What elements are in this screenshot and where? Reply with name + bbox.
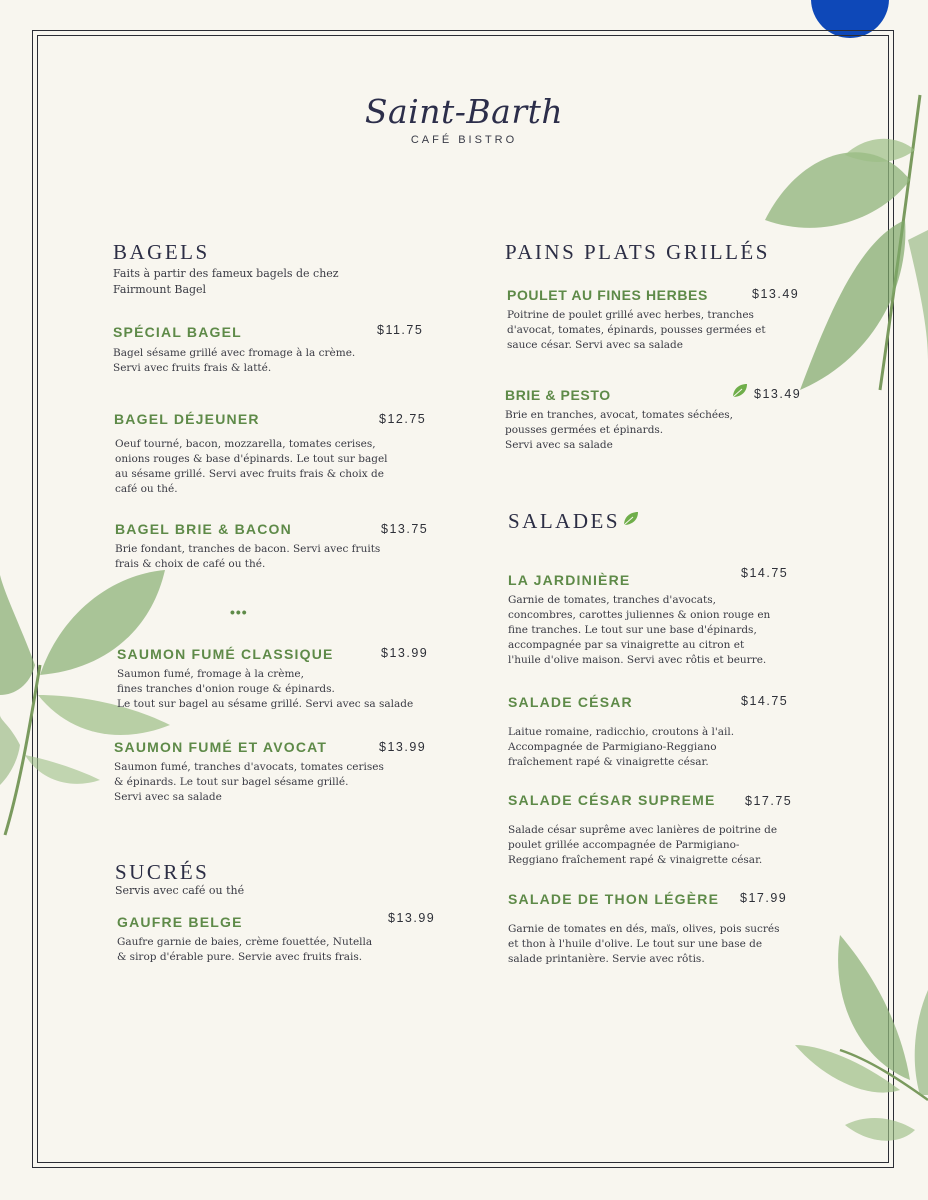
menu-item-description: Saumon fumé, fromage à la crème, fines tranches d'onion rouge & épinards. Le tout sur bagel au sésame grillé. Servi avec sa salade bbox=[117, 668, 414, 710]
menu-item-description: Poitrine de poulet grillé avec herbes, tranches d'avocat, tomates, épinards, pousses germées et sauce césar. Servi avec sa salade bbox=[507, 309, 766, 351]
section-title-bagels: BAGELS bbox=[113, 240, 210, 264]
menu-item-description: Brie en tranches, avocat, tomates séchées, pousses germées et épinards. Servi avec sa salade bbox=[505, 409, 734, 451]
section-title-sucres: SUCRÉS bbox=[115, 860, 210, 884]
menu-item-name: SPÉCIAL BAGEL bbox=[113, 324, 242, 340]
menu-item-name: BAGEL BRIE & BACON bbox=[115, 521, 292, 537]
menu-item-name: SAUMON FUMÉ ET AVOCAT bbox=[114, 739, 328, 755]
menu-item-price: $17.75 bbox=[745, 794, 793, 808]
menu-item-description: Salade césar suprême avec lanières de poitrine de poulet grillée accompagnée de Parmigiano- Reggiano fraîchement rapé & vinaigrette césar. bbox=[508, 824, 778, 866]
menu-item-name: BRIE & PESTO bbox=[505, 387, 611, 403]
menu-item-name: POULET AU FINES HERBES bbox=[507, 287, 708, 303]
menu-item-description: Oeuf tourné, bacon, mozzarella, tomates cerises, onions rouges & base d'épinards. Le tout sur bagel au sésame grillé. Servi avec fruits frais & choix de café ou thé. bbox=[115, 438, 388, 495]
menu-item-name: SAUMON FUMÉ CLASSIQUE bbox=[117, 646, 334, 662]
menu-item-price: $13.99 bbox=[381, 646, 429, 660]
menu-item-price: $11.75 bbox=[377, 323, 424, 337]
section-title-salades: SALADES bbox=[508, 509, 621, 533]
section-subtitle-sucres: Servis avec café ou thé bbox=[115, 884, 245, 897]
leaf-icon bbox=[731, 383, 748, 399]
leaf-branch-bottom-right-icon bbox=[790, 930, 928, 1160]
menu-item-description: Laitue romaine, radicchio, croutons à l'ail. Accompagnée de Parmigiano-Reggiano fraîchement rapé & vinaigrette césar. bbox=[508, 726, 735, 768]
leaf-icon bbox=[622, 511, 639, 527]
menu-item-description: Garnie de tomates, tranches d'avocats, concombres, carottes juliennes & onion rouge en fine tranches. Le tout sur une base d'épinards, accompagnée par sa vinaigrette au citron et l'huile d'olive maison. Servi avec rôtis et beurre. bbox=[508, 594, 771, 666]
menu-item-name: SALADE DE THON LÉGÈRE bbox=[508, 891, 720, 907]
section-title-pains-plats: PAINS PLATS GRILLÉS bbox=[505, 240, 770, 264]
menu-item-description: Brie fondant, tranches de bacon. Servi avec fruits frais & choix de café ou thé. bbox=[115, 543, 381, 570]
menu-item-price: $14.75 bbox=[741, 694, 789, 708]
menu-item-price: $13.75 bbox=[381, 522, 429, 536]
brand-subtitle: CAFÉ BISTRO bbox=[410, 134, 518, 146]
menu-item-name: GAUFRE BELGE bbox=[117, 914, 243, 930]
menu-item-price: $17.99 bbox=[740, 891, 788, 905]
menu-item-price: $13.49 bbox=[752, 287, 800, 301]
menu-item-price: $14.75 bbox=[741, 566, 789, 580]
menu-item-price: $13.49 bbox=[754, 387, 802, 401]
section-subtitle-bagels: Faits à partir des fameux bagels de chez Fairmount Bagel bbox=[113, 267, 339, 296]
menu-item-name: SALADE CÉSAR bbox=[508, 694, 633, 710]
menu-item-price: $13.99 bbox=[388, 911, 436, 925]
menu-item-price: $13.99 bbox=[379, 740, 427, 754]
menu-item-name: SALADE CÉSAR SUPREME bbox=[508, 792, 716, 808]
menu-item-name: LA JARDINIÈRE bbox=[508, 572, 631, 588]
menu-item-description: Saumon fumé, tranches d'avocats, tomates cerises & épinards. Le tout sur bagel sésame grillé. Servi avec sa salade bbox=[114, 761, 384, 803]
brand-title: Saint-Barth bbox=[364, 92, 564, 131]
menu-item-description: Garnie de tomates en dés, maïs, olives, pois sucrés et thon à l'huile d'olive. Le tout sur une base de salade printanière. Servie avec rôtis. bbox=[508, 923, 780, 965]
menu-item-price: $12.75 bbox=[379, 412, 427, 426]
section-separator: ••• bbox=[230, 604, 248, 620]
menu-item-name: BAGEL DÉJEUNER bbox=[114, 411, 260, 427]
menu-item-description: Gaufre garnie de baies, crème fouettée, Nutella & sirop d'érable pure. Servie avec fruits frais. bbox=[117, 936, 373, 963]
menu-item-description: Bagel sésame grillé avec fromage à la crème. Servi avec fruits frais & latté. bbox=[113, 347, 356, 374]
